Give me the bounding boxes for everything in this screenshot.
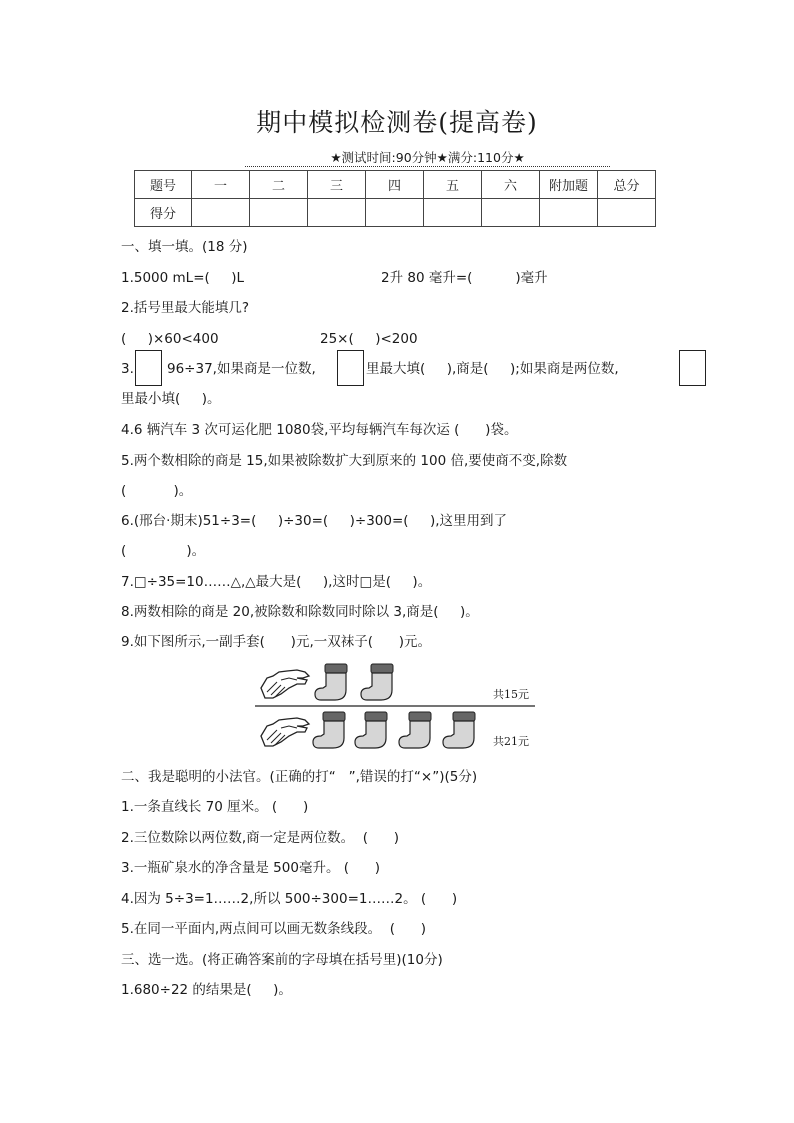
question-6-continued: ( )。 <box>121 543 206 559</box>
score-cell[interactable] <box>482 199 540 227</box>
header-cell: 六 <box>482 171 540 199</box>
question-2b: 25×( )<200 <box>320 331 418 347</box>
header-cell: 附加题 <box>540 171 598 199</box>
question-2: 2.括号里最大能填几? <box>121 300 250 316</box>
gloves-socks-figure <box>255 660 545 760</box>
sock-icon <box>355 712 387 748</box>
sock-icon <box>399 712 431 748</box>
glove-icon <box>261 670 309 698</box>
judge-3: 3.一瓶矿泉水的净含量是 500毫升。 ( ) <box>121 860 381 876</box>
score-cell[interactable] <box>424 199 482 227</box>
section-3-heading: 三、选一选。(将正确答案前的字母填在括号里)(10分) <box>121 952 443 968</box>
question-6: 6.(邢台·期末)51÷3=( )÷30=( )÷300=( ),这里用到了 <box>121 513 508 529</box>
judge-2: 2.三位数除以两位数,商一定是两位数。 ( ) <box>121 830 400 846</box>
answer-box <box>135 350 162 386</box>
row-2-total: 共21元 <box>493 735 529 748</box>
header-cell: 总分 <box>598 171 656 199</box>
section-1-heading: 一、填一填。(18 分) <box>121 239 248 255</box>
question-7: 7.□÷35=10……△,△最大是( ),这时□是( )。 <box>121 574 432 590</box>
answer-box <box>337 350 364 386</box>
score-cell[interactable] <box>540 199 598 227</box>
sock-icon <box>315 664 347 700</box>
header-cell: 二 <box>250 171 308 199</box>
question-3-text-2: 里最大填( ),商是( );如果商是两位数, <box>366 361 619 377</box>
score-table <box>134 170 656 227</box>
exam-info: ★测试时间:90分钟★满分:110分★ <box>245 150 610 167</box>
question-1b: 2升 80 毫升=( )毫升 <box>381 270 548 286</box>
score-row-label: 得分 <box>135 199 192 227</box>
question-4: 4.6 辆汽车 3 次可运化肥 1080袋,平均每辆汽车每次运 ( )袋。 <box>121 422 518 438</box>
row-1-total: 共15元 <box>493 688 529 701</box>
judge-5: 5.在同一平面内,两点间可以画无数条线段。 ( ) <box>121 921 427 937</box>
header-cell: 一 <box>192 171 250 199</box>
judge-1: 1.一条直线长 70 厘米。 ( ) <box>121 799 309 815</box>
header-cell: 四 <box>366 171 424 199</box>
page-title: 期中模拟检测卷(提高卷) <box>256 108 538 137</box>
question-5: 5.两个数相除的商是 15,如果被除数扩大到原来的 100 倍,要使商不变,除数 <box>121 453 568 469</box>
score-cell[interactable] <box>598 199 656 227</box>
question-9: 9.如下图所示,一副手套( )元,一双袜子( )元。 <box>121 634 432 650</box>
score-cell[interactable] <box>366 199 424 227</box>
glove-icon <box>261 718 309 746</box>
question-3-number: 3. <box>121 361 134 377</box>
question-1a: 1.5000 mL=( )L <box>121 270 245 286</box>
score-cell[interactable] <box>192 199 250 227</box>
score-cell[interactable] <box>308 199 366 227</box>
score-cell[interactable] <box>250 199 308 227</box>
score-table-score-row <box>135 199 656 227</box>
question-3-continued: 里最小填( )。 <box>121 391 221 407</box>
header-cell: 三 <box>308 171 366 199</box>
judge-4: 4.因为 5÷3=1……2,所以 500÷300=1……2。 ( ) <box>121 891 458 907</box>
header-cell: 题号 <box>135 171 192 199</box>
sock-icon <box>443 712 475 748</box>
answer-box <box>679 350 706 386</box>
question-8: 8.两数相除的商是 20,被除数和除数同时除以 3,商是( )。 <box>121 604 479 620</box>
question-3-text: 96÷37,如果商是一位数, <box>167 361 316 377</box>
header-cell: 五 <box>424 171 482 199</box>
sock-icon <box>313 712 345 748</box>
question-2a: ( )×60<400 <box>121 331 219 347</box>
score-table-header-row <box>135 171 656 199</box>
choice-1: 1.680÷22 的结果是( )。 <box>121 982 292 998</box>
sock-icon <box>361 664 393 700</box>
section-2-heading: 二、我是聪明的小法官。(正确的打“ ”,错误的打“×”)(5分) <box>121 769 478 785</box>
question-5-continued: ( )。 <box>121 483 193 499</box>
